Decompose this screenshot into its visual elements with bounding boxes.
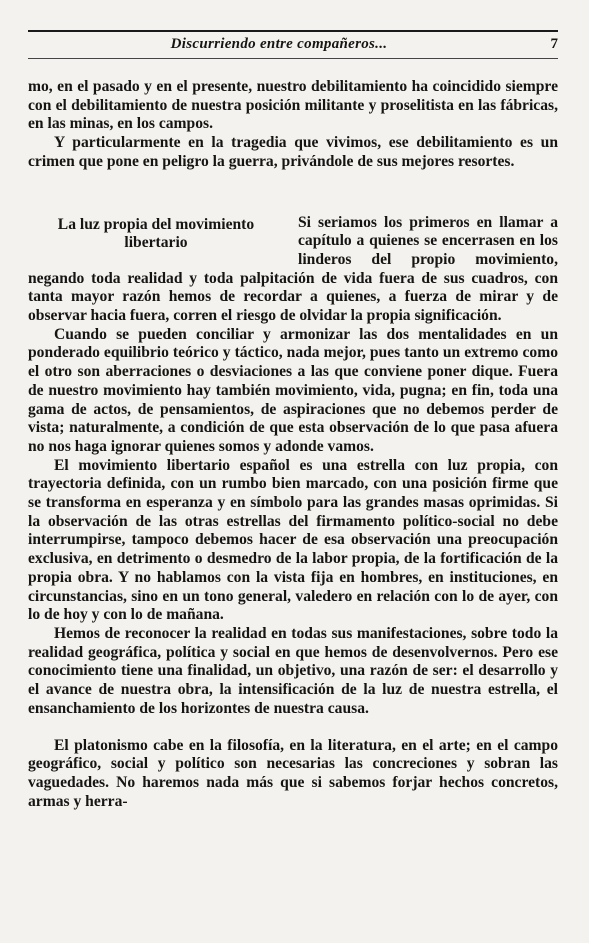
- paragraph: El platonismo cabe en la filosofía, en la literatura, en el arte; en el campo geográfico, social y político son necesarias las concreciones y sobran las vaguedades. No haremos nada más que si sabemos forjar hechos concretos, armas y herra-: [28, 736, 558, 810]
- section-heading: La luz propia del movimiento libertario: [57, 215, 255, 252]
- body-text: [28, 78, 558, 811]
- paragraph: El movimiento libertario español es una estrella con luz propia, con trayectoria definida, con un rumbo bien marcado, con una posición firme que se transforma en esperanza y en símbolo para las grandes masas oprimidas. Si la observación de las otras estrellas del firmamento político-social no debe interrumpirse, tampoco debemos hacer de esa observación una preocupación exclusiva, en detrimento o desmedro de la labor propia, de la fortificación de la propia obra. Y no hablamos con la vista fija en hombres, en instituciones, en circunstancias, sino en un tono general, valedero en relación con lo de ayer, con lo de hoy y con lo de mañana.: [28, 456, 558, 624]
- running-head: [28, 36, 558, 56]
- paragraph-spacer: [28, 719, 558, 737]
- paragraph: Cuando se pueden conciliar y armonizar las dos mentalidades en un ponderado equilibrio teórico y táctico, nada mejor, pues tanto un extremo como el otro son aberraciones o desviaciones a las que conviene poner dique. Fuera de nuestro movimiento hay también movimiento, vida, pugna; en fin, toda una gama de actos, de pensamientos, de aspiraciones que no debemos perder de vista; naturalmente, a condición de que esta observación de lo que pasa afuera no nos haga ignorar quienes somos y adonde vamos.: [28, 325, 558, 455]
- paragraph: Y particularmente en la tragedia que vivimos, ese debilitamiento es un crimen que pone en peligro la guerra, privándole de sus mejores resortes.: [28, 134, 558, 170]
- running-title: Discurriendo entre compañeros...: [170, 36, 388, 52]
- page-number: 7: [550, 36, 558, 52]
- paragraph-continuation: mo, en el pasado y en el presente, nuestro debilitamiento ha coincidido siempre con el debilitamiento de nuestra posición militante y proselitista en las fábricas, en las minas, en los campos.: [28, 78, 558, 133]
- header-top-rule: [28, 30, 558, 32]
- paragraph: Hemos de reconocer la realidad en todas sus manifestaciones, sobre todo la realidad geográfica, política y social en que hemos de desenvolvernos. Pero ese conocimiento tiene una finalidad, un objetivo, una razón de ser: el desarrollo y el avance de nuestra obra, la intensificación de la luz de nuestra estrella, el ensanchamiento de los horizontes de nuestra causa.: [28, 624, 558, 717]
- header-bottom-rule: [28, 58, 558, 59]
- section-spacer: [28, 172, 558, 214]
- paragraph-after-heading: Si seriamos los primeros en llamar a capítulo a quienes se encerrasen en los linderos del propio movimiento, negando toda realidad y toda palpitación de vida fuera de sus cuadros, con tanta mayor razón hemos de recordar a quienes, a fuerza de mirar y de observar hacia fuera, corren el riesgo de olvidar la propia significación.: [28, 213, 558, 325]
